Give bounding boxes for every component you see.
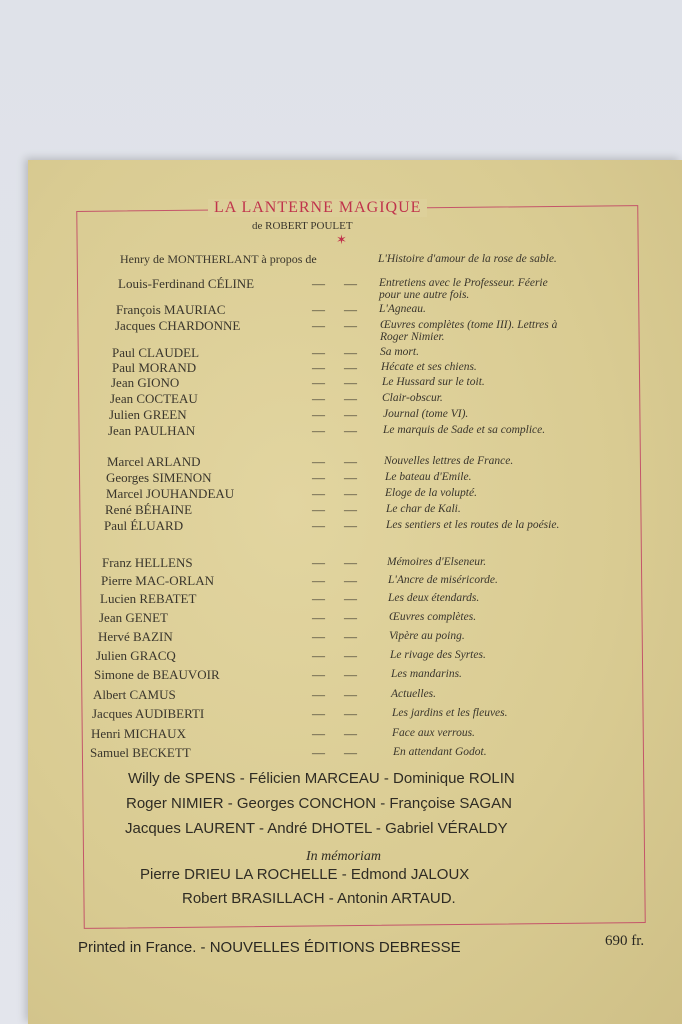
dash-mark: — (344, 687, 357, 702)
work-title: Le marquis de Sade et sa complice. (383, 424, 546, 436)
dash-mark: — (312, 518, 325, 533)
dash-mark: — (312, 276, 325, 291)
list-item (0, 745, 682, 773)
author-name: Jean GIONO (111, 375, 180, 390)
dash-mark: — (344, 629, 357, 644)
work-title: Entretiens avec le Professeur. Féerie pour une autre fois. (379, 277, 548, 301)
author-name: Paul CLAUDEL (112, 345, 200, 360)
dash-mark: — (344, 318, 357, 333)
dash-mark: — (312, 591, 325, 606)
work-title: Les deux étendards. (388, 592, 480, 604)
dash-mark: — (344, 360, 357, 375)
dash-mark: — (312, 555, 325, 570)
author-name: Pierre MAC-ORLAN (101, 573, 215, 588)
author-name: François MAURIAC (116, 302, 226, 317)
dash-mark: — (312, 573, 325, 588)
dash-mark: — (312, 745, 325, 760)
dash-mark: — (312, 486, 325, 501)
dash-mark: — (312, 687, 325, 702)
work-title: En attendant Godot. (393, 746, 487, 758)
author-name: Louis-Ferdinand CÉLINE (118, 276, 255, 291)
author-name: Jean COCTEAU (110, 391, 198, 406)
dash-mark: — (344, 706, 357, 721)
dash-mark: — (312, 360, 325, 375)
work-title: Face aux verrous. (392, 727, 475, 739)
dash-mark: — (312, 391, 325, 406)
star-ornament-icon: ✶ (336, 232, 347, 247)
work-title: Vipère au poing. (389, 630, 465, 642)
author-name: Julien GRACQ (96, 648, 176, 663)
dash-mark: — (312, 345, 325, 360)
author-name: Lucien REBATET (100, 591, 197, 606)
dash-mark: — (344, 302, 357, 317)
work-title: L'Histoire d'amour de la rose de sable. (378, 253, 557, 265)
author-name: Hervé BAZIN (98, 629, 173, 644)
author-name: Julien GREEN (109, 407, 187, 422)
list-item (0, 276, 682, 304)
names-line-3: Jacques LAURENT - André DHOTEL - Gabriel VÉRALDY (125, 820, 508, 837)
dash-mark: — (344, 573, 357, 588)
list-item (0, 518, 682, 546)
work-title: L'Agneau. (379, 303, 426, 315)
names-line-2: Roger NIMIER - Georges CONCHON - Françoise SAGAN (126, 795, 512, 812)
dash-mark: — (344, 667, 357, 682)
work-title: L'Ancre de miséricorde. (388, 574, 498, 586)
dash-mark: — (344, 423, 357, 438)
dash-mark: — (312, 302, 325, 317)
dash-mark: — (312, 667, 325, 682)
dash-mark: — (344, 375, 357, 390)
work-title: Le Hussard sur le toit. (382, 376, 485, 388)
dash-mark: — (312, 726, 325, 741)
dash-mark: — (312, 318, 325, 333)
work-title: Œuvres complètes (tome III). Lettres à Roger Nimier. (380, 319, 558, 343)
dash-mark: — (312, 648, 325, 663)
work-title: Clair-obscur. (382, 392, 443, 404)
work-title: Hécate et ses chiens. (381, 361, 477, 373)
dash-mark: — (344, 470, 357, 485)
work-title: Œuvres complètes. (389, 611, 477, 623)
imprint-text: Printed in France. - NOUVELLES ÉDITIONS DEBRESSE (78, 939, 461, 956)
page-subtitle: de ROBERT POULET (252, 220, 353, 232)
dash-mark: — (312, 706, 325, 721)
work-title: Nouvelles lettres de France. (384, 455, 514, 467)
work-title: Les mandarins. (391, 668, 462, 680)
author-name: Jacques CHARDONNE (115, 318, 241, 333)
work-title: Mémoires d'Elseneur. (387, 556, 487, 568)
memoriam-line-2: Robert BRASILLACH - Antonin ARTAUD. (182, 890, 456, 907)
dash-mark: — (344, 276, 357, 291)
dash-mark: — (344, 591, 357, 606)
dash-mark: — (344, 407, 357, 422)
work-title: Journal (tome VI). (383, 408, 469, 420)
work-title: Eloge de la volupté. (385, 487, 477, 499)
dash-mark: — (344, 518, 357, 533)
dash-mark: — (344, 648, 357, 663)
dash-mark: — (312, 610, 325, 625)
author-name: Samuel BECKETT (90, 745, 191, 760)
names-line-1: Willy de SPENS - Félicien MARCEAU - Dominique ROLIN (128, 770, 515, 787)
page-title: LA LANTERNE MAGIQUE (208, 199, 427, 217)
work-title: Le rivage des Syrtes. (390, 649, 486, 661)
dash-mark: — (312, 502, 325, 517)
memoriam-line-1: Pierre DRIEU LA ROCHELLE - Edmond JALOUX (140, 866, 470, 883)
author-name: Marcel JOUHANDEAU (106, 486, 235, 501)
author-name: Albert CAMUS (93, 687, 176, 702)
author-name: Henry de MONTHERLANT à propos de (120, 252, 317, 266)
dash-mark: — (344, 610, 357, 625)
work-title: Le bateau d'Emile. (385, 471, 472, 483)
dash-mark: — (312, 423, 325, 438)
dash-mark: — (344, 391, 357, 406)
price-text: 690 fr. (605, 933, 645, 949)
dash-mark: — (312, 470, 325, 485)
work-title: Les sentiers et les routes de la poésie. (386, 519, 560, 531)
list-item (0, 318, 682, 346)
dash-mark: — (344, 555, 357, 570)
author-name: Paul ÉLUARD (104, 518, 184, 533)
author-name: Henri MICHAUX (91, 726, 186, 741)
dash-mark: — (344, 745, 357, 760)
dash-mark: — (344, 486, 357, 501)
author-name: Georges SIMENON (106, 470, 212, 485)
dash-mark: — (312, 454, 325, 469)
author-name: René BÉHAINE (105, 502, 193, 517)
dash-mark: — (312, 375, 325, 390)
author-name: Jacques AUDIBERTI (92, 706, 205, 721)
author-name: Marcel ARLAND (107, 454, 201, 469)
dash-mark: — (312, 407, 325, 422)
work-title: Les jardins et les fleuves. (392, 707, 508, 719)
dash-mark: — (344, 454, 357, 469)
dash-mark: — (312, 629, 325, 644)
memoriam-heading: In mémoriam (306, 849, 382, 864)
author-name: Jean GENET (99, 610, 168, 625)
author-name: Simone de BEAUVOIR (94, 667, 220, 682)
dash-mark: — (344, 345, 357, 360)
work-title: Le char de Kali. (386, 503, 461, 515)
work-title: Sa mort. (380, 346, 419, 358)
author-name: Paul MORAND (112, 360, 197, 375)
work-title: Actuelles. (391, 688, 437, 700)
author-name: Jean PAULHAN (108, 423, 196, 438)
dash-mark: — (344, 502, 357, 517)
author-name: Franz HELLENS (102, 555, 193, 570)
list-item (0, 423, 682, 451)
dash-mark: — (344, 726, 357, 741)
